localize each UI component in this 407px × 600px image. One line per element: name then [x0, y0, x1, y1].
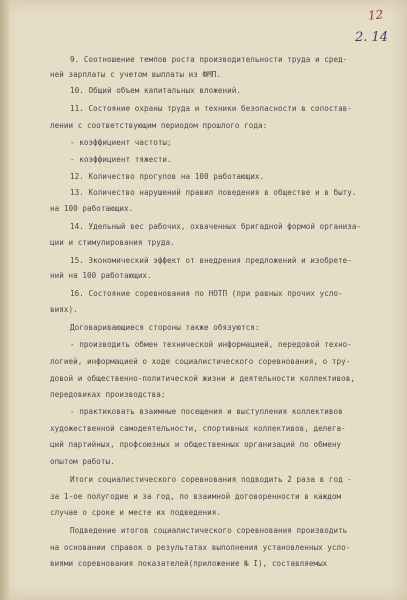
text-line: лении с соответствующим периодом прошлого года:	[50, 121, 268, 130]
text-line: 10. Общий объем капитальных вложений.	[70, 86, 242, 95]
text-line: 16. Состояние соревнования по НОТП (при равных прочих усло-	[70, 289, 343, 298]
text-line: передовиках производства;	[50, 390, 166, 399]
text-line: 11. Состояние охраны труда и техники безопасности в сопостав-	[70, 104, 352, 113]
text-line: Итоги социалистического соревнования подводить 2 раза в год -	[70, 475, 352, 484]
text-line: 9. Соотношение темпов роста производительности труда и сред-	[70, 55, 348, 64]
text-line: 13. Количество нарушений правил поведения в обществе и в быту.	[70, 188, 357, 197]
text-line: - практиковать взаимные посещения и выступления коллективов	[70, 407, 343, 416]
text-line: случае о сроке и месте их подведения.	[50, 508, 222, 517]
text-line: - коэффициент частоты;	[70, 138, 172, 147]
text-line: 12. Количество прогулов на 100 работающих.	[70, 172, 265, 181]
text-line: на 100 работающих.	[50, 204, 134, 213]
text-line: ней зарплаты с учетом выплаты из ФМП.	[50, 70, 222, 79]
text-line: логией, информацией о ходе социалистического соревнования, о тру-	[50, 357, 351, 366]
text-line: - производить обмен технической информацией, передовой техно-	[70, 340, 352, 349]
text-line: Подведение итогов социалистического соревнования производить	[70, 526, 348, 535]
text-line: виями соревнования показателей(приложение № I), составляемых	[50, 559, 328, 568]
text-line: 15. Экономический эффект от внедрения предложений и изобрете-	[70, 256, 352, 265]
text-line: Договаривающиеся стороны также обязуются:	[70, 323, 260, 332]
text-line: за 1-ое полугодие и за год, по взаимной договоренности в каждом	[50, 492, 342, 501]
text-line: опытом работы.	[50, 457, 115, 466]
page-number-blue: 2. 14	[355, 30, 389, 45]
text-line: ции и стимулирования труда.	[50, 238, 175, 247]
text-line: на основании справок о результатах выполнения установленных усло-	[50, 543, 351, 552]
text-line: - коэффициент тяжести.	[70, 155, 172, 164]
text-line: ний на 100 работающих.	[50, 271, 152, 280]
text-line: довой и общественно-политической жизни и деятельности коллективов,	[50, 374, 356, 383]
page-number-red: 12	[367, 7, 384, 23]
text-line: художественной самодеятельности, спортивных коллективов, делега-	[50, 424, 346, 433]
text-line: ций партийных, профсоюзных и общественных организаций по обмену	[50, 440, 342, 449]
text-line: виях).	[50, 305, 78, 314]
text-line: 14. Удельный вес рабочих, охваченных бригадной формой организа-	[70, 222, 362, 231]
page-binding-edge	[0, 0, 9, 600]
